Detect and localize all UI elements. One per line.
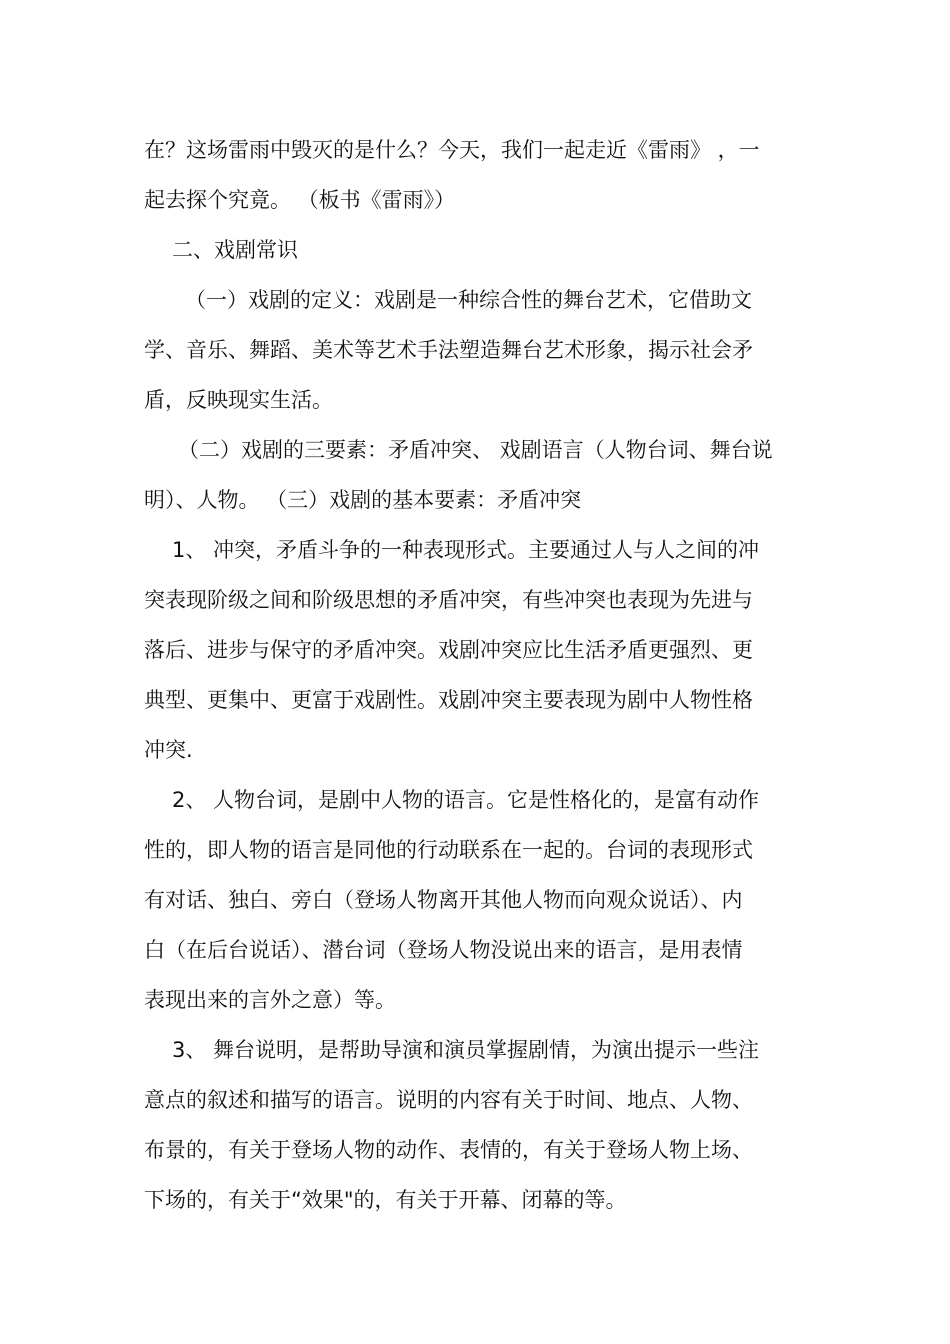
text-line: 突表现阶级之间和阶级思想的矛盾冲突，有些冲突也表现为先进与 [144,588,753,612]
section-heading: 二、戏剧常识 [172,238,298,262]
text-line: 冲突. [144,738,193,762]
text-line: 白（在后台说话）、潜台词（登场人物没说出来的语言，是用表情 [144,938,743,962]
text-line: 典型、更集中、更富于戏剧性。戏剧冲突主要表现为剧中人物性格 [144,688,753,712]
text-line: 性的，即人物的语言是同他的行动联系在一起的。台词的表现形式 [144,838,753,862]
text-line: 学、音乐、舞蹈、美术等艺术手法塑造舞台艺术形象，揭示社会矛 [144,338,753,362]
text-line: 明）、人物。 （三）戏剧的基本要素：矛盾冲突 [144,488,582,512]
text-line: 在？这场雷雨中毁灭的是什么？今天，我们一起走近《雷雨》 ，一 [144,138,760,162]
text-line: （二）戏剧的三要素：矛盾冲突、 戏剧语言（人物台词、舞台说 [178,438,773,462]
text-line: 有对话、独白、旁白（登场人物离开其他人物而向观众说话）、内 [144,888,743,912]
text-line: 意点的叙述和描写的语言。说明的内容有关于时间、地点、人物、 [144,1088,753,1112]
text-line: 落后、进步与保守的矛盾冲突。戏剧冲突应比生活矛盾更强烈、更 [144,638,753,662]
text-line: 2、 人物台词，是剧中人物的语言。它是性格化的，是富有动作 [172,788,760,812]
text-line: 1、 冲突，矛盾斗争的一种表现形式。主要通过人与人之间的冲 [172,538,760,562]
text-line: 盾，反映现实生活。 [144,388,333,412]
text-line: 下场的，有关于“效果"的，有关于开幕、闭幕的等。 [144,1188,627,1212]
text-line: 表现出来的言外之意）等。 [144,988,396,1012]
text-line: 3、 舞台说明，是帮助导演和演员掌握剧情，为演出提示一些注 [172,1038,760,1062]
text-line: 布景的，有关于登场人物的动作、表情的，有关于登场人物上场、 [144,1138,753,1162]
text-line: 起去探个究竟。 （板书《雷雨》） [144,188,456,212]
text-line: （一）戏剧的定义：戏剧是一种综合性的舞台艺术，它借助文 [185,288,752,312]
